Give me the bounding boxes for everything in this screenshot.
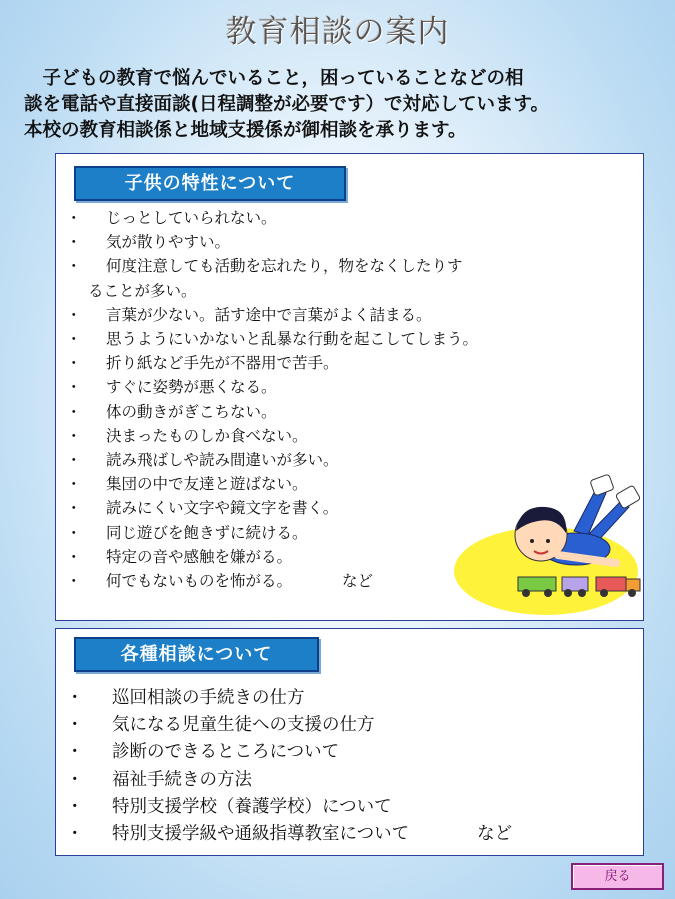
intro-line: 本校の教育相談係と地域支援係が御相談を承ります。: [24, 120, 467, 141]
list-item: ・ じっとしていられない。: [66, 209, 277, 227]
list-item: ・ 何でもないものを怖がる。 など: [66, 569, 626, 593]
back-button[interactable]: 戻る: [571, 863, 664, 890]
list-item: ・ 診断のできるところについて: [66, 742, 340, 763]
etc-label: など: [342, 572, 374, 591]
list-item: ・ 特別支援学級や通級指導教室について など: [66, 821, 636, 848]
page-title: 教育相談の案内: [225, 14, 450, 50]
list-item: ・ 思うようにいかないと乱暴な行動を起こしてしまう。: [66, 330, 479, 349]
list-item: ・ 特定の音や感触を嫌がる。: [66, 547, 293, 566]
list-item: ・ 折り紙など手先が不器用で苦手。: [66, 354, 339, 373]
list-item: ・ 体の動きがぎこちない。: [66, 402, 277, 421]
consultation-types-heading: 各種相談について: [74, 637, 319, 672]
child-traits-panel: [55, 153, 644, 621]
list-item: ・ 何度注意しても活動を忘れたり，物をなくしたりす ることが多い。: [66, 254, 626, 302]
consultation-types-list: [66, 685, 636, 848]
intro-text: [24, 66, 664, 144]
list-item: ・ 言葉が少ない。話す途中で言葉がよく詰まる。: [66, 305, 432, 324]
list-item: ・ 巡回相談の手続きの仕方: [66, 688, 305, 708]
list-item: ・ 読み飛ばしや読み間違いが多い。: [66, 451, 339, 470]
list-item: ・ 集団の中で友達と遊ばない。: [66, 475, 308, 494]
list-item: ・ 福祉手続きの方法: [66, 769, 252, 790]
list-item: ・ 決まったものしか食べない。: [66, 426, 308, 445]
list-item-continuation: ることが多い。: [88, 281, 197, 300]
list-item: ・ 読みにくい文字や鏡文字を書く。: [66, 499, 339, 518]
intro-line: 子どもの教育で悩んでいること，困っていることなどの相: [24, 68, 524, 89]
list-item: ・ すぐに姿勢が悪くなる。: [66, 378, 277, 397]
list-item: ・ 気が散りやすい。: [66, 233, 231, 252]
intro-line: 談を電話や直接面談(日程調整が必要です）で対応しています。: [24, 94, 549, 115]
list-item: ・ 特別支援学校（養護学校）について: [66, 796, 392, 817]
child-traits-heading: 子供の特性について: [74, 166, 346, 201]
consultation-types-panel: [55, 628, 644, 856]
etc-label: など: [477, 824, 513, 845]
child-playing-illustration: [446, 459, 646, 619]
list-item: ・ 気になる児童生徒への支援の仕方: [66, 715, 375, 736]
list-item: ・ 同じ遊びを飽きずに続ける。: [66, 523, 308, 542]
